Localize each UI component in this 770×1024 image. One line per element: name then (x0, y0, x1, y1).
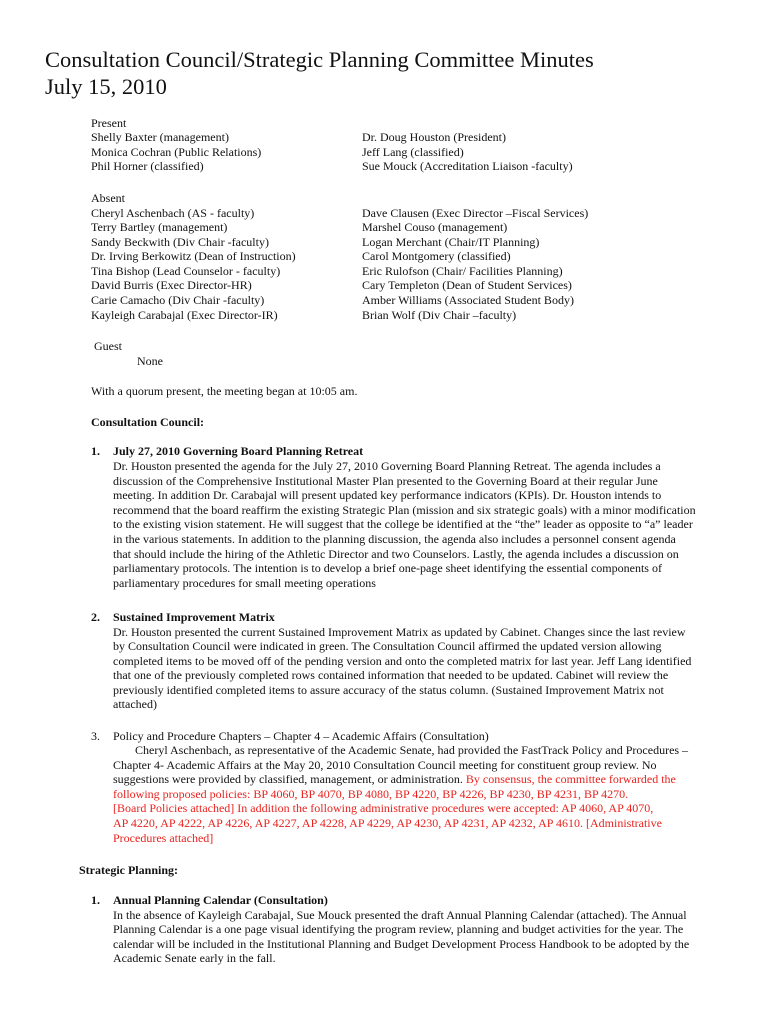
body-line: previously identified completed items to assure accuracy of the status column. (Sustained Improvement Matrix not (113, 682, 664, 697)
consensus-text: By consensus, the committee forwarded the (465, 772, 676, 787)
absentee-name: Carol Montgomery (classified) (362, 249, 511, 264)
absentee-name: Sandy Beckwith (Div Chair -faculty) (91, 234, 269, 249)
body-line: calendar will be included in the Institutional Planning and Budget Development Process Handbook to be adopted by the (113, 936, 690, 951)
item-title: Sustained Improvement Matrix (113, 609, 275, 624)
item-number: 3. (91, 728, 100, 743)
attendee-name: Shelly Baxter (management) (91, 130, 229, 144)
body-line: to the existing vision statement. He will suggest that the college be identified at the “the” leader as opposite to “a” leader (113, 517, 693, 532)
body-line: Dr. Houston presented the current Sustained Improvement Matrix as updated by Cabinet. Changes since the last review (113, 624, 686, 639)
attendee-name: Phil Horner (classified) (91, 159, 204, 174)
attendee-name: Sue Mouck (Accreditation Liaison -faculty) (362, 159, 573, 174)
body-line: Planning Calendar is a one page visual identifying the program review, planning and budget activities for the year. The (113, 922, 684, 937)
absentee-name: David Burris (Exec Director-HR) (91, 278, 252, 293)
body-line: parliamentary protocols. The intention is to develop a brief one-page sheet identifying the essential components of (113, 561, 662, 576)
absentee-name: Eric Rulofson (Chair/ Facilities Planning) (362, 263, 563, 278)
body-line: Chapter 4- Academic Affairs at the May 20, 2010 Consultation Council meeting for constituent group review. No (113, 757, 657, 772)
body-line: that should include the hiring of the Athletic Director and two Counselors. Lastly, the agenda includes a discussion on (113, 546, 679, 561)
item-body (113, 908, 689, 966)
item-title: Annual Planning Calendar (Consultation) (113, 892, 328, 907)
body-line: parliamentary procedures for small meeting operations (113, 575, 376, 590)
body-text: suggestions were provided by classified, management, or administration. (113, 772, 466, 787)
quorum-text: With a quorum present, the meeting began at 10:05 am. (91, 383, 358, 398)
item-title: Policy and Procedure Chapters – Chapter 4 – Academic Affairs (Consultation) (113, 728, 489, 743)
absent-heading: Absent (91, 191, 125, 205)
body-line: discussion of the Comprehensive Institutional Master Plan presented to the Governing Board at their regular June (113, 473, 658, 488)
present-heading: Present (91, 116, 127, 130)
consensus-lines (113, 787, 688, 845)
absentee-name: Cary Templeton (Dean of Student Services) (362, 278, 572, 293)
absentee-name: Tina Bishop (Lead Counselor - faculty) (91, 263, 281, 278)
absentee-name: Dr. Irving Berkowitz (Dean of Instruction) (91, 249, 296, 264)
body-line: completed items to be moved off of the pending version and onto the completed matrix for last year. Jeff Lang identified (113, 653, 692, 668)
body-line: In the absence of Kayleigh Carabajal, Sue Mouck presented the draft Annual Planning Calendar (attached). The Annual (113, 907, 687, 922)
absentee-name: Dave Clausen (Exec Director –Fiscal Services) (362, 205, 589, 220)
absentee-name: Terry Bartley (management) (91, 220, 228, 235)
absentee-name: Kayleigh Carabajal (Exec Director-IR) (91, 307, 278, 322)
item-number: 1. (91, 892, 100, 907)
body-line: meeting. In addition Dr. Carabajal will present updated key performance indicators (KPIs). Dr. Houston intends to (113, 488, 662, 503)
guest-value: None (137, 354, 163, 368)
title-line: Consultation Council/Strategic Planning Committee Minutes (45, 47, 594, 72)
body-line: Dr. Houston presented the agenda for the July 27, 2010 Governing Board Planning Retreat. The agenda includes a (113, 459, 661, 473)
item-body (113, 459, 696, 590)
absent-left-column (91, 206, 296, 323)
body-line: AP 4220, AP 4222, AP 4226, AP 4227, AP 4228, AP 4229, AP 4230, AP 4231, AP 4232, AP 4610. [Administrative (113, 815, 662, 830)
body-line: attached) (113, 697, 157, 712)
absentee-name: Brian Wolf (Div Chair –faculty) (362, 307, 517, 322)
page-title (45, 46, 594, 100)
item-body (113, 743, 688, 845)
item-number: 1. (91, 444, 100, 458)
body-line: Procedures attached] (113, 830, 214, 845)
item-title: July 27, 2010 Governing Board Planning Retreat (113, 444, 364, 458)
absentee-name: Cheryl Aschenbach (AS - faculty) (91, 205, 255, 220)
body-line: that one of the previously completed rows contained information that needed to be updated. Cabinet will review the (113, 668, 669, 683)
body-line: in the various statements. In addition to the planning discussion, the agenda also includes a personnel consent agenda (113, 531, 676, 546)
title-date: July 15, 2010 (45, 74, 167, 99)
present-left-column (91, 130, 261, 174)
body-line: following proposed policies: BP 4060, BP 4070, BP 4080, BP 4220, BP 4226, BP 4230, BP 4231, BP 4270. (113, 786, 629, 801)
consultation-council-heading: Consultation Council: (91, 414, 205, 429)
attendee-name: Jeff Lang (classified) (362, 144, 464, 159)
absentee-name: Logan Merchant (Chair/IT Planning) (362, 234, 540, 249)
body-line: Cheryl Aschenbach, as representative of the Academic Senate, had provided the FastTrack Policy and Procedures – (135, 743, 689, 757)
attendee-name: Monica Cochran (Public Relations) (91, 144, 262, 159)
item-body (113, 625, 691, 713)
body-line: recommend that the board reaffirm the existing Strategic Plan (mission and six strategic goals) with a minor modification (113, 502, 696, 517)
present-right-column (362, 130, 573, 174)
item-number: 2. (91, 609, 100, 624)
guest-heading: Guest (94, 339, 122, 353)
body-line: [Board Policies attached] In addition the following administrative procedures were accepted: AP 4060, AP 4070, (113, 801, 654, 816)
absent-right-column (362, 206, 588, 323)
absentee-name: Amber Williams (Associated Student Body) (362, 293, 574, 308)
absentee-name: Carie Camacho (Div Chair -faculty) (91, 293, 265, 308)
absentee-name: Marshel Couso (management) (362, 220, 508, 235)
body-line: by Consultation Council were indicated in green. The Consultation Council affirmed the updated version allowing (113, 639, 662, 654)
body-line: Academic Senate early in the fall. (113, 951, 276, 966)
body-line (113, 772, 688, 787)
strategic-planning-heading: Strategic Planning: (79, 863, 178, 877)
attendee-name: Dr. Doug Houston (President) (362, 130, 506, 144)
